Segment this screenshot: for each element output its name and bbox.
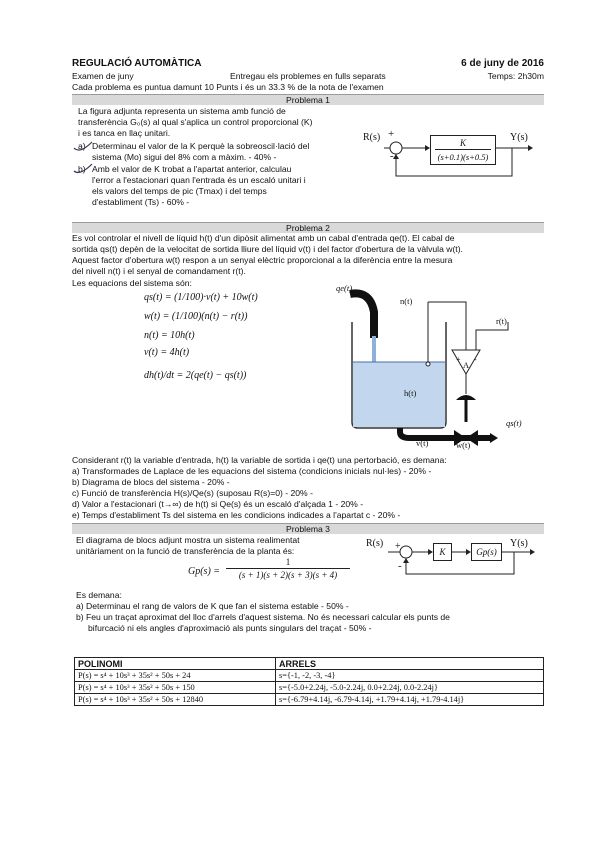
p2-eq-2: w(t) = (1/100)(n(t) − r(t)) bbox=[144, 311, 248, 322]
p1-b-line-1: Amb el valor de K trobat a l'apartat anterior, calculau bbox=[92, 164, 292, 174]
table-header-polynomial: POLINOMI bbox=[75, 658, 276, 670]
table-cell-roots: s={-5.0+2.24j, -5.0-2.24j, 0.0+2.24j, 0.0-2.24j} bbox=[276, 682, 544, 694]
p1-intro-1: La figura adjunta representa un sistema amb funció de bbox=[78, 106, 286, 116]
p2-intro-3: Aquest factor d'obertura w(t) respon a un senyal elèctric proporcional a la diferència entre la mesura bbox=[72, 255, 453, 265]
tank-w-label: w(t) bbox=[456, 440, 471, 450]
p1-block-num: K bbox=[435, 137, 491, 150]
tank-n-label: n(t) bbox=[400, 296, 413, 306]
tank-qe-label: qe(t) bbox=[336, 283, 353, 293]
p2-intro-4: del nivell n(t) i el senyal de comandament r(t). bbox=[72, 266, 246, 276]
table-row bbox=[75, 682, 544, 694]
p1-intro-3: i es tanca en llaç unitari. bbox=[78, 128, 171, 138]
p2-item-d: d) Valor a l'estacionari (t→∞) de h(t) si Qe(s) és un escaló d'alçada 1 - 20% - bbox=[72, 499, 364, 509]
p2-consider: Considerant r(t) la variable d'entrada, h(t) la variable de sortida i qe(t) una pertorbació, es demana: bbox=[72, 455, 447, 465]
table-cell-polynomial: P(s) = s⁴ + 10s³ + 35s² + 50s + 150 bbox=[75, 682, 276, 694]
tank-h-label: h(t) bbox=[404, 388, 417, 398]
polynomial-roots-table bbox=[74, 657, 544, 706]
exam-time: Temps: 2h30m bbox=[487, 71, 544, 81]
p3-gp-num: 1 bbox=[226, 557, 350, 569]
p2-item-e: e) Temps d'establiment Ts del sistema en les condicions indicades a l'apartat c - 20% - bbox=[72, 510, 401, 520]
tank-v-label: v(t) bbox=[416, 438, 429, 448]
scoring-note: Cada problema es puntua damunt 10 Punts i és un 33.3 % de la nota de l'examen bbox=[72, 82, 384, 92]
exam-session: Examen de juny bbox=[72, 71, 134, 81]
tank-r-label: r(t) bbox=[496, 316, 507, 326]
p1-a-line-2: sistema (Mo) sigui del 8% com a màxim. - 40% - bbox=[92, 152, 277, 162]
table-header-roots: ARRELS bbox=[276, 658, 544, 670]
delivery-note: Entregau els problemes en fulls separats bbox=[230, 71, 386, 81]
p2-eq-3: n(t) = 10h(t) bbox=[144, 330, 195, 341]
p3-intro-2: unitàriament on la funció de transferència de la planta és: bbox=[76, 546, 295, 556]
p3-minus: - bbox=[398, 560, 402, 572]
check-marks-drawing bbox=[72, 138, 96, 178]
exam-date: 6 de juny de 2016 bbox=[461, 58, 544, 69]
p1-plant-block bbox=[430, 135, 496, 165]
p3-item-b-2: bifurcació ni els angles d'aproximació als punts singulars del traçat - 50% - bbox=[88, 623, 372, 633]
p3-input-label: R(s) bbox=[366, 538, 384, 549]
p2-intro-2: sortida qs(t) depèn de la velocitat de sortida lliure del líquid v(t) i del factor d'obertura de la vàlvula w(t). bbox=[72, 244, 463, 254]
tank-amp-minus: - bbox=[474, 355, 477, 364]
table-row bbox=[75, 670, 544, 682]
p1-b-line-4: d'establiment (Ts) - 60% - bbox=[92, 197, 190, 207]
p3-ask: Es demana: bbox=[76, 590, 122, 600]
p2-eq-5: dh(t)/dt = 2(qe(t) − qs(t)) bbox=[144, 370, 247, 381]
p1-input-label: R(s) bbox=[363, 132, 381, 143]
p1-minus: - bbox=[390, 150, 394, 162]
p3-gp-lhs: Gp(s) = bbox=[188, 566, 221, 577]
p2-intro-1: Es vol controlar el nivell de líquid h(t) d'un dipòsit alimentat amb un cabal d'entrada qe(t). El cabal de bbox=[72, 233, 455, 243]
table-cell-roots: s={-1, -2, -3, -4} bbox=[276, 670, 544, 682]
p2-eq-4: v(t) = 4h(t) bbox=[144, 347, 190, 358]
tank-amp-plus: + bbox=[456, 355, 461, 364]
p2-equations-label: Les equacions del sistema són: bbox=[72, 278, 192, 288]
p2-item-a: a) Transformades de Laplace de les equacions del sistema (condicions inicials nul·les) - 20% - bbox=[72, 466, 432, 476]
p1-plus: + bbox=[388, 128, 395, 140]
p3-gp-den: (s + 1)(s + 2)(s + 3)(s + 4) bbox=[238, 570, 338, 580]
p1-a-label: a) bbox=[78, 141, 86, 151]
p1-b-line-2: l'error a l'estacionari quan l'entrada és un escaló unitari i bbox=[92, 175, 306, 185]
tank-amp-label: A bbox=[463, 360, 470, 370]
table-cell-polynomial: P(s) = s⁴ + 10s³ + 35s² + 50s + 12840 bbox=[75, 694, 276, 706]
tank-qs-label: qs(t) bbox=[506, 418, 522, 428]
p1-a-line-1: Determinau el valor de la K perquè la sobreoscil·lació del bbox=[92, 141, 310, 151]
exam-title: REGULACIÓ AUTOMÀTICA bbox=[72, 58, 202, 69]
p3-item-a: a) Determinau el rang de valors de K que fan el sistema estable - 50% - bbox=[76, 601, 349, 611]
table-header-row bbox=[75, 658, 544, 670]
p3-gp-block: Gp(s) bbox=[471, 543, 502, 561]
p3-output-label: Y(s) bbox=[510, 538, 528, 549]
p3-k-block: K bbox=[433, 543, 452, 561]
problem-1-title: Problema 1 bbox=[72, 94, 544, 105]
p2-item-b: b) Diagrama de blocs del sistema - 20% - bbox=[72, 477, 230, 487]
table-row bbox=[75, 694, 544, 706]
p1-intro-2: transferència G₀(s) al qual s'aplica un control proporcional (K) bbox=[78, 117, 313, 127]
p1-b-label: b) bbox=[78, 164, 86, 174]
tank-drawing bbox=[330, 282, 530, 450]
table-cell-polynomial: P(s) = s⁴ + 10s³ + 35s² + 50s + 24 bbox=[75, 670, 276, 682]
problem-2-title: Problema 2 bbox=[72, 222, 544, 233]
problem-3-title: Problema 3 bbox=[72, 523, 544, 534]
p3-plus: + bbox=[395, 541, 401, 552]
p1-block-den: (s+0.1)(s+0.5) bbox=[437, 152, 489, 162]
table-cell-roots: s={-6.79+4.14j, -6.79-4.14j, +1.79+4.14j, +1.79-4.14j} bbox=[276, 694, 544, 706]
p1-b-line-3: els valors del temps de pic (Tmax) i del temps bbox=[92, 186, 267, 196]
p1-output-label: Y(s) bbox=[510, 132, 528, 143]
p3-intro-1: El diagrama de blocs adjunt mostra un sistema realimentat bbox=[76, 535, 300, 545]
p2-eq-1: qs(t) = (1/100)·v(t) + 10w(t) bbox=[144, 292, 258, 303]
p2-item-c: c) Funció de transferència H(s)/Qe(s) (suposau R(s)=0) - 20% - bbox=[72, 488, 313, 498]
p3-item-b-1: b) Feu un traçat aproximat del lloc d'arrels d'aquest sistema. No és necessari calcular els punts de bbox=[76, 612, 450, 622]
